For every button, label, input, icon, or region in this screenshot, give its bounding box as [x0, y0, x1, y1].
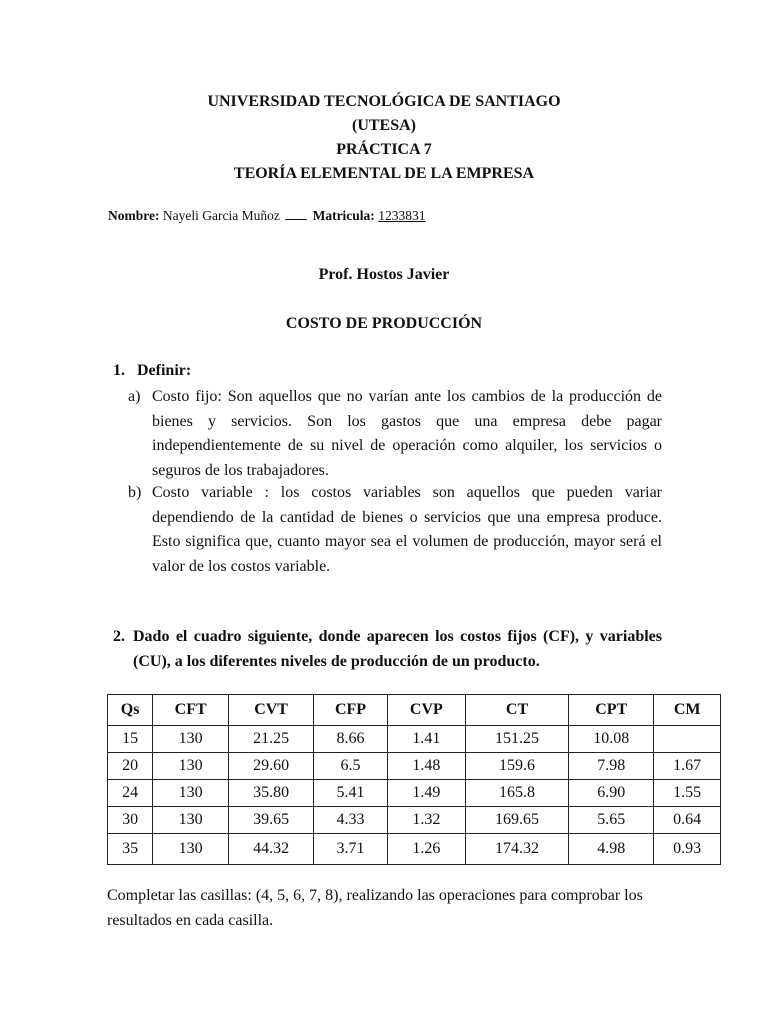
table-cell: 0.93: [654, 834, 721, 865]
table-cell: 130: [153, 726, 229, 753]
table-cell: 21.25: [229, 726, 314, 753]
table-cell: 20: [108, 753, 153, 780]
table-cell: 1.48: [387, 753, 465, 780]
header-cell: CFP: [314, 695, 388, 726]
document-header: [0, 90, 768, 186]
header-cell: CT: [465, 695, 568, 726]
table-cell: 1.26: [387, 834, 465, 865]
table-cell: 1.41: [387, 726, 465, 753]
header-cell: CPT: [569, 695, 654, 726]
table-cell: 7.98: [569, 753, 654, 780]
table-cell: 30: [108, 807, 153, 834]
table-cell: 130: [153, 834, 229, 865]
header-cell: Qs: [108, 695, 153, 726]
table-cell: 159.6: [465, 753, 568, 780]
table-cell: 151.25: [465, 726, 568, 753]
table-cell: 4.33: [314, 807, 388, 834]
table-cell: 165.8: [465, 780, 568, 807]
table-cell: 3.71: [314, 834, 388, 865]
table-cell: 174.32: [465, 834, 568, 865]
table-header-row: [108, 695, 721, 726]
table-cell: 5.41: [314, 780, 388, 807]
question-2-number: 2.: [113, 628, 125, 645]
name-value: Nayeli Garcia Muñoz: [162, 208, 280, 223]
table-row: [108, 807, 721, 834]
table-cell: 15: [108, 726, 153, 753]
table-cell: 35.80: [229, 780, 314, 807]
table-cell: 0.64: [654, 807, 721, 834]
question-1-heading: [113, 362, 191, 380]
cost-table: [107, 694, 721, 865]
question-2-text: Dado el cuadro siguiente, donde aparecen los costos fijos (CF), y variables (CU), a los diferentes niveles de producción de un producto.: [133, 628, 662, 670]
table-cell: 1.32: [387, 807, 465, 834]
item-marker: b): [128, 484, 142, 501]
table-cell: 10.08: [569, 726, 654, 753]
matricula-value: 1233831: [378, 208, 426, 223]
question-1-title: Definir:: [137, 362, 192, 379]
student-info-line: [108, 208, 425, 224]
question-2: [113, 624, 662, 674]
table-cell: 4.98: [569, 834, 654, 865]
definition-item-a: [128, 385, 662, 483]
definition-item-b: [128, 481, 662, 579]
table-cell: 1.49: [387, 780, 465, 807]
blank-underline: [285, 209, 307, 220]
table-cell: 44.32: [229, 834, 314, 865]
header-cell: CM: [654, 695, 721, 726]
table-cell: 8.66: [314, 726, 388, 753]
table-cell: 130: [153, 807, 229, 834]
header-cell: CVP: [387, 695, 465, 726]
item-text: Costo variable : los costos variables son aquellos que pueden variar dependiendo de la cantidad de bienes o servicios que una empresa produce. Esto significa que, cuanto mayor sea el volumen de producción, mayor será el valor de los costos variable.: [152, 484, 662, 575]
university-abbreviation: (UTESA): [351, 117, 416, 134]
table-cell: 39.65: [229, 807, 314, 834]
table-cell: 6.90: [569, 780, 654, 807]
name-label: Nombre:: [108, 208, 160, 223]
table-cell: 1.67: [654, 753, 721, 780]
university-name: UNIVERSIDAD TECNOLÓGICA DE SANTIAGO: [207, 93, 561, 110]
table-cell: 5.65: [569, 807, 654, 834]
table-row: [108, 726, 721, 753]
table-cell: 1.55: [654, 780, 721, 807]
table-row: [108, 834, 721, 865]
table-row: [108, 780, 721, 807]
table-cell: 24: [108, 780, 153, 807]
instructions-text: Completar las casillas: (4, 5, 6, 7, 8), realizando las operaciones para comprobar los resultados en cada casilla.: [107, 887, 643, 929]
item-text: Costo fijo: Son aquellos que no varían ante los cambios de la producción de bienes y servicios. Son los gastos que una empresa debe pagar independientemente de su nivel de operación como alquiler, los servicios o seguros de los trabajadores.: [152, 388, 662, 479]
header-cell: CVT: [229, 695, 314, 726]
table-cell: 29.60: [229, 753, 314, 780]
table-cell: 35: [108, 834, 153, 865]
practice-number: PRÁCTICA 7: [336, 141, 432, 158]
question-1-number: 1.: [113, 362, 125, 379]
header-cell: CFT: [153, 695, 229, 726]
table-cell: 130: [153, 780, 229, 807]
course-title: TEORÍA ELEMENTAL DE LA EMPRESA: [233, 165, 535, 182]
professor-name: Prof. Hostos Javier: [318, 266, 450, 283]
table-cell: 169.65: [465, 807, 568, 834]
table-row: [108, 753, 721, 780]
table-cell: 130: [153, 753, 229, 780]
matricula-label: Matricula:: [312, 208, 375, 223]
item-marker: a): [128, 388, 141, 405]
table-cell: [654, 726, 721, 753]
table-cell: 6.5: [314, 753, 388, 780]
section-title: COSTO DE PRODUCCIÓN: [285, 315, 483, 332]
